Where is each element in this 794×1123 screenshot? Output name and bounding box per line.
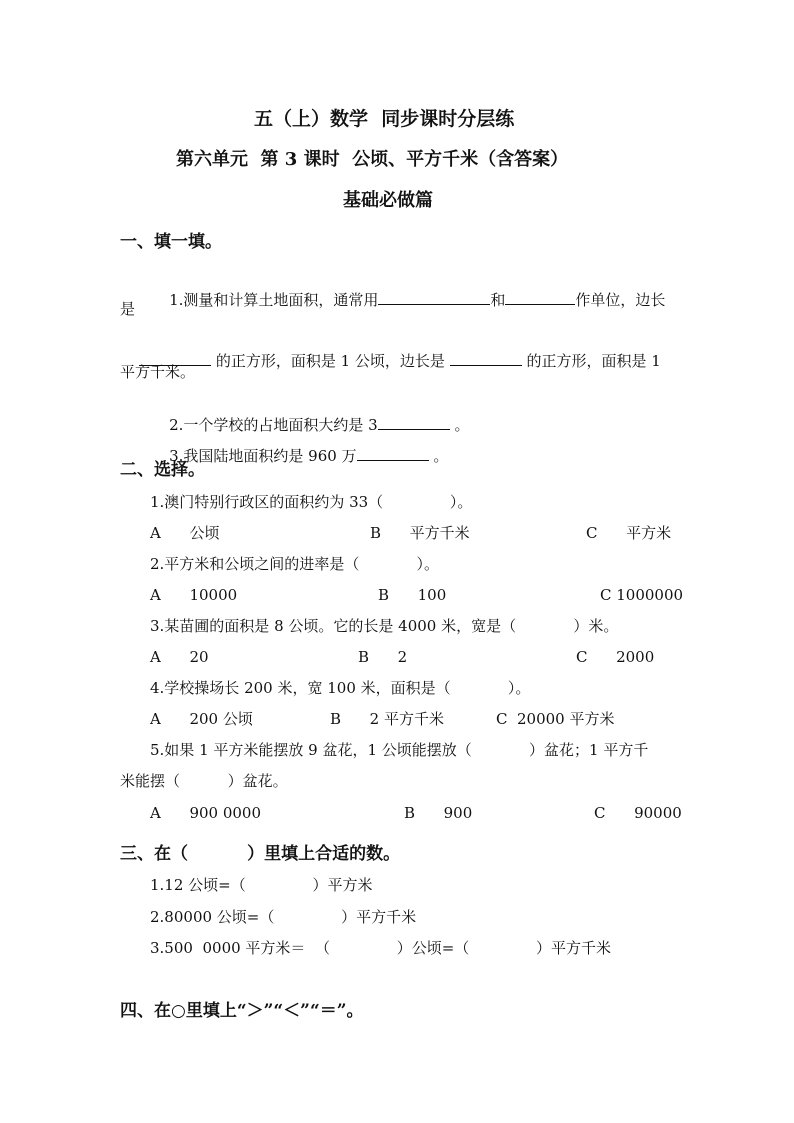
fill-question-2: 2.80000 公顷=（ ）平方千米 xyxy=(150,908,417,926)
question-text: 和 xyxy=(490,291,506,309)
option-b[interactable]: B 900 xyxy=(404,804,473,822)
option-c[interactable]: C 2000 xyxy=(576,648,655,666)
question-text: 的正方形，面积是 1 公顷，边长是 xyxy=(211,352,450,370)
section-3-heading: 三、在（ ）里填上合适的数。 xyxy=(120,844,401,864)
choice-question-5-line-2: 米能摆（ ）盆花。 xyxy=(120,772,288,790)
option-b[interactable]: B 2 平方千米 xyxy=(330,710,444,728)
section-2-heading: 二、选择。 xyxy=(120,460,205,480)
choice-question-3: 3.某苗圃的面积是 8 公顷。它的长是 4000 米，宽是（ ）米。 xyxy=(150,617,619,635)
question-text: 。 xyxy=(449,416,470,434)
fill-question-3: 3.500 0000 平方米＝ （ ）公顷=（ ）平方千米 xyxy=(150,939,612,957)
option-b[interactable]: B 100 xyxy=(378,586,447,604)
answer-blank[interactable] xyxy=(357,445,429,461)
section-1-heading: 一、填一填。 xyxy=(120,232,222,252)
question-text: 3.我国陆地面积约是 960 万 xyxy=(169,447,357,465)
option-b[interactable]: B 2 xyxy=(358,648,408,666)
option-c[interactable]: C 90000 xyxy=(594,804,682,822)
option-a[interactable]: A 公顷 xyxy=(150,524,220,542)
question-1-line-4: 平方千米。 xyxy=(120,363,196,381)
option-c[interactable]: C 1000000 xyxy=(600,586,684,604)
choice-question-1: 1.澳门特别行政区的面积约为 33（ ）。 xyxy=(150,493,473,511)
option-a[interactable]: A 200 公顷 xyxy=(150,710,253,728)
page-title: 五（上）数学 同步课时分层练 xyxy=(254,108,515,130)
question-text: 1.测量和计算土地面积，通常用 xyxy=(169,291,379,309)
page-subtitle: 第六单元 第 3 课时 公顷、平方千米（含答案） xyxy=(176,149,569,170)
choice-question-4: 4.学校操场长 200 米，宽 100 米，面积是（ ）。 xyxy=(150,679,531,697)
option-c[interactable]: C 20000 平方米 xyxy=(496,710,615,728)
answer-blank[interactable] xyxy=(505,289,575,305)
choice-question-5-line-1: 5.如果 1 平方米能摆放 9 盆花，1 公顷能摆放（ ）盆花；1 平方千 xyxy=(150,741,649,759)
fill-question-1: 1.12 公顷=（ ）平方米 xyxy=(150,876,373,894)
level-heading: 基础必做篇 xyxy=(343,190,433,211)
option-b[interactable]: B 平方千米 xyxy=(370,524,470,542)
question-1-line-3 xyxy=(120,330,661,391)
answer-blank[interactable] xyxy=(378,289,490,305)
question-1-line-1 xyxy=(150,269,665,330)
option-a[interactable]: A 900 0000 xyxy=(150,804,262,822)
question-text: 的正方形，面积是 1 xyxy=(521,352,661,370)
option-a[interactable]: A 20 xyxy=(150,648,209,666)
question-text: 。 xyxy=(428,447,449,465)
choice-question-2: 2.平方米和公顷之间的进率是（ ）。 xyxy=(150,555,440,573)
option-c[interactable]: C 平方米 xyxy=(586,524,672,542)
question-1-line-2: 是 xyxy=(120,300,136,318)
question-text: 作单位，边长 xyxy=(575,291,666,309)
answer-blank[interactable] xyxy=(450,350,522,366)
section-4-heading: 四、在○里填上“＞”“＜”“＝”。 xyxy=(120,1001,364,1021)
question-text: 2.一个学校的占地面积大约是 3 xyxy=(169,416,378,434)
option-a[interactable]: A 10000 xyxy=(150,586,238,604)
